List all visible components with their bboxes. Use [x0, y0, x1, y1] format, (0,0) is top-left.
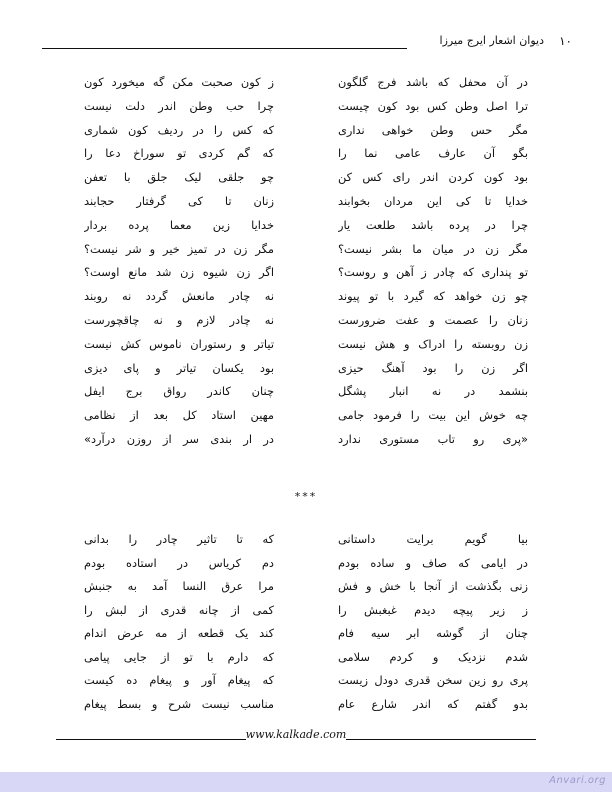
hemistich-right: چو زن خواهد که گیرد با تو پیوند	[338, 289, 528, 304]
couplet	[84, 555, 528, 579]
couplet	[84, 383, 528, 407]
hemistich-left: اگر زن شیوه زن شد مانع اوست؟	[84, 265, 274, 280]
couplet	[84, 672, 528, 696]
hemistich-right: چرا در پرده باشد طلعت یار	[338, 217, 528, 232]
couplet	[84, 578, 528, 602]
hemistich-right: زنی بگذشت از آنجا با خش و فش	[338, 579, 528, 593]
hemistich-left: مگر زن در تمیز خیر و شر نیست؟	[84, 241, 274, 256]
hemistich-right: بدو گفتم که اندر شارع عام	[338, 696, 528, 711]
hemistich-right: چنان از گوشه ابر سیه فام	[338, 626, 528, 640]
hemistich-right: بود کون کردن اندر رای کس کن	[338, 170, 528, 185]
couplet	[84, 217, 528, 241]
hemistich-right: زنان را عصمت و عفت ضرورست	[338, 312, 528, 327]
couplet	[84, 360, 528, 384]
couplet	[84, 264, 528, 288]
hemistich-left: بود یکسان تیاتر و پای دیزی	[84, 360, 274, 375]
couplet	[84, 696, 528, 720]
hemistich-left: مرا عرق النسا آمد به جنبش	[84, 579, 274, 593]
couplet	[84, 122, 528, 146]
hemistich-left: که گم کردی تو سوراخ دعا را	[84, 146, 274, 161]
hemistich-left: زنان تا کی گرفتار حجابند	[84, 193, 274, 208]
hemistich-right: بیا گویم برایت داستانی	[338, 532, 528, 546]
poem-stanza-1	[84, 74, 528, 455]
couplet	[84, 98, 528, 122]
couplet	[84, 431, 528, 455]
hemistich-left: کمی از چانه قدری از لبش را	[84, 602, 274, 617]
hemistich-left: که تا تاثیر چادر را بدانی	[84, 532, 274, 546]
hemistich-right: تو پنداری که چادر ز آهن و روست؟	[338, 265, 528, 280]
hemistich-right: شدم نزدیک و کردم سلامی	[338, 649, 528, 664]
couplet	[84, 531, 528, 555]
couplet	[84, 193, 528, 217]
hemistich-left: دم کریاس در استاده بودم	[84, 555, 274, 570]
hemistich-left: مناسب نیست شرح و بسط پیغام	[84, 696, 274, 711]
footer-rule-right	[346, 739, 536, 740]
hemistich-left: مهین استاد کل بعد از نظامی	[84, 408, 274, 423]
hemistich-right: چه خوش این بیت را فرمود جامی	[338, 408, 528, 423]
hemistich-left: نه چادر مانعش گردد نه روبند	[84, 289, 274, 304]
hemistich-left: چو جلقی لیک جلق با تعفن	[84, 170, 274, 185]
watermark-text: Anvari.org	[549, 775, 606, 786]
hemistich-right: اگر زن را بود آهنگ حیزی	[338, 360, 528, 375]
hemistich-right: مگر زن در میان ما بشر نیست؟	[338, 241, 528, 256]
couplet	[84, 407, 528, 431]
page-header	[42, 28, 572, 52]
hemistich-left: تیاتر و رستوران ناموس کش نیست	[84, 336, 274, 351]
couplet	[84, 145, 528, 169]
couplet	[84, 169, 528, 193]
hemistich-right: بگو آن عارف عامی نما را	[338, 146, 528, 161]
book-title: دیوان اشعار ایرج میرزا	[439, 34, 544, 47]
hemistich-right: خدایا تا کی این مردان بخوابند	[338, 193, 528, 208]
hemistich-right: زن روبسته را ادراک و هش نیست	[338, 336, 528, 351]
header-rule	[42, 48, 407, 49]
couplet	[84, 288, 528, 312]
couplet	[84, 602, 528, 626]
couplet	[84, 74, 528, 98]
hemistich-right: ز زیر پیچه دیدم غبغبش را	[338, 602, 528, 617]
hemistich-right: مگر حس وطن خواهی نداری	[338, 122, 528, 137]
section-separator: ***	[294, 490, 318, 503]
couplet	[84, 649, 528, 673]
hemistich-right: ترا اصل وطن کس بود کون چیست	[338, 98, 528, 113]
hemistich-left: چنان کاندر رواق برج ایفل	[84, 384, 274, 399]
couplet	[84, 625, 528, 649]
hemistich-left: که دارم با تو از جایی پیامی	[84, 649, 274, 664]
hemistich-right: پری رو زین سخن قدری دودل زیست	[338, 673, 528, 687]
hemistich-right: در آن محفل که باشد فرج گلگون	[338, 75, 528, 89]
couplet	[84, 312, 528, 336]
hemistich-right: در ایامی که صاف و ساده بودم	[338, 555, 528, 570]
watermark-bar	[0, 772, 612, 792]
hemistich-right: بنشمد در نه انبار پشگل	[338, 384, 528, 399]
poem-stanza-2	[84, 531, 528, 719]
page-number: ۱۰	[559, 34, 572, 48]
hemistich-right: «پری رو تاب مستوری ندارد	[338, 431, 528, 446]
hemistich-left: خدایا زین معما پرده بردار	[84, 217, 274, 232]
website-link[interactable]: www.kalkade.com	[245, 728, 347, 741]
hemistich-left: کند یک قطعه از مه عرض اندام	[84, 626, 274, 640]
hemistich-left: که پیغام آور و پیغام ده کیست	[84, 673, 274, 687]
hemistich-left: ز کون صحبت مکن گه میخورد کون	[84, 75, 274, 89]
hemistich-left: که کس را در ردیف کون شماری	[84, 122, 274, 137]
couplet	[84, 336, 528, 360]
hemistich-left: چرا حب وطن اندر دلت نیست	[84, 98, 274, 113]
page-footer	[56, 728, 536, 744]
couplet	[84, 241, 528, 265]
hemistich-left: در ار بندی سر از روزن درآرد»	[84, 431, 274, 446]
hemistich-left: نه چادر لازم و نه چاقچورست	[84, 312, 274, 327]
